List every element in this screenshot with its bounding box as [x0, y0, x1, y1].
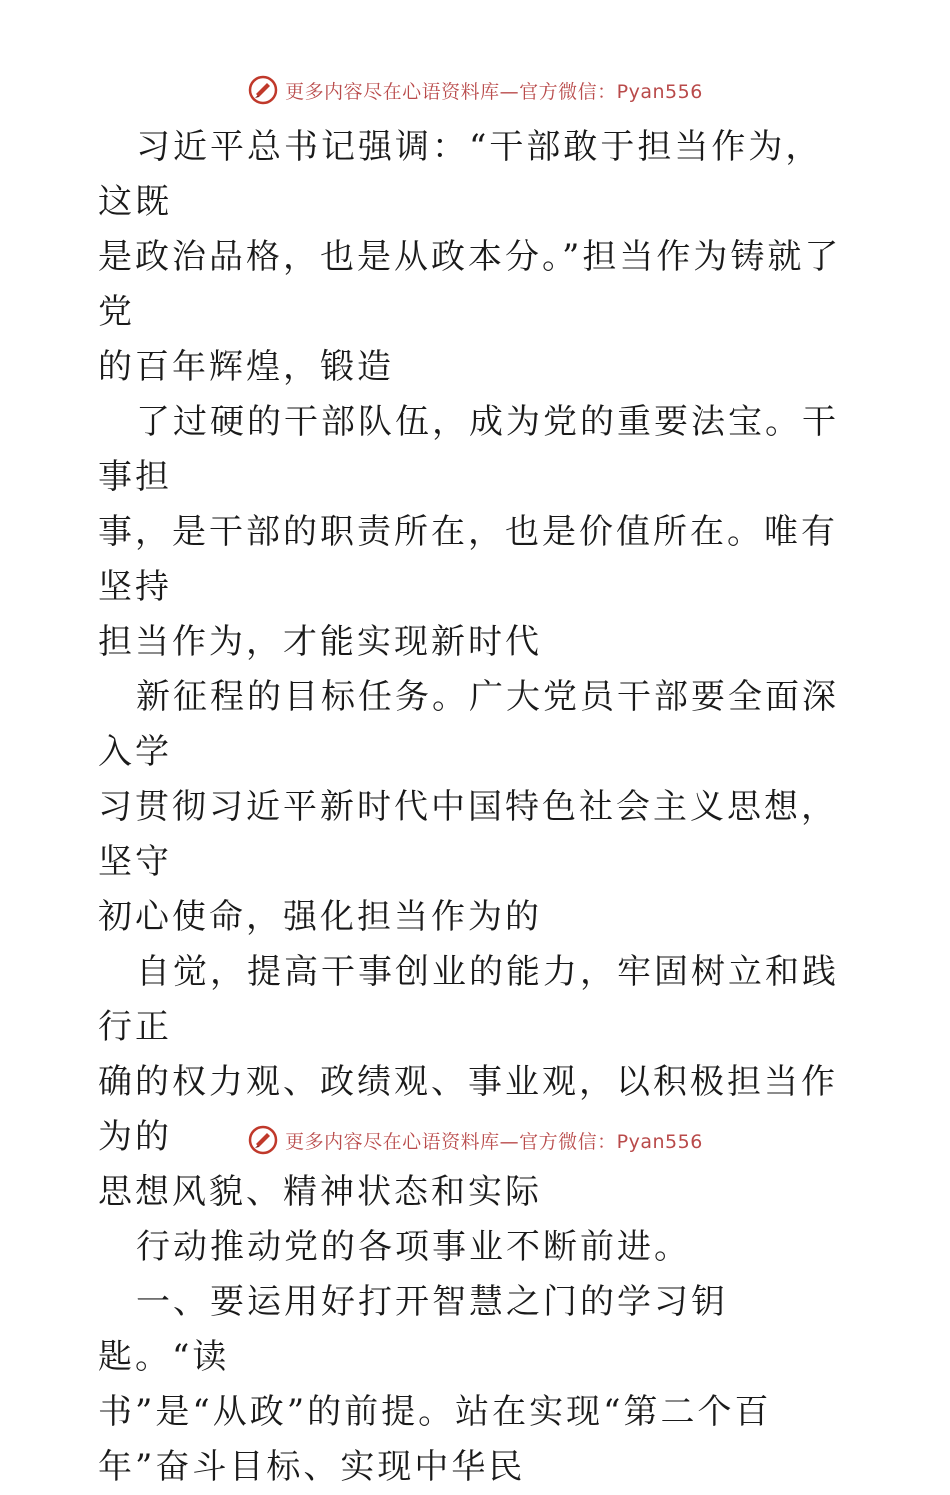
brand-logo-icon	[247, 1124, 279, 1156]
paragraph-6: 一、要运用好打开智慧之门的学习钥匙。“读 书”是“从政”的前提。站在实现“第二个百 年”奋斗目标、实现中华民	[98, 1282, 772, 1487]
brand-logo-icon	[247, 74, 279, 106]
paragraph-2: 了过硬的干部队伍，成为党的重要法宝。干事担 事，是干部的职责所在，也是价值所在。唯有坚持 担当作为，才能实现新时代	[98, 402, 839, 662]
paragraph-3: 新征程的目标任务。广大党员干部要全面深入学 习贯彻习近平新时代中国特色社会主义思想，坚守 初心使命，强化担当作为的	[98, 677, 839, 937]
paragraph-4: 自觉，提高干事创业的能力，牢固树立和践行正 确的权力观、政绩观、事业观，以积极担当作为的 思想风貌、精神状态和实际	[98, 952, 839, 1212]
footer-watermark	[0, 1120, 950, 1160]
footer-watermark-text: 更多内容尽在心语资料库—官方微信：Pyan556	[285, 1130, 703, 1153]
header-watermark-text: 更多内容尽在心语资料库—官方微信：Pyan556	[285, 80, 703, 103]
paragraph-1: 习近平总书记强调：“干部敢于担当作为，这既 是政治品格，也是从政本分。”担当作为铸就了党 的百年辉煌，锻造	[98, 127, 842, 387]
document-body	[98, 120, 856, 1495]
paragraph-5: 行动推动党的各项事业不断前进。	[136, 1227, 691, 1267]
header-watermark	[0, 70, 950, 110]
